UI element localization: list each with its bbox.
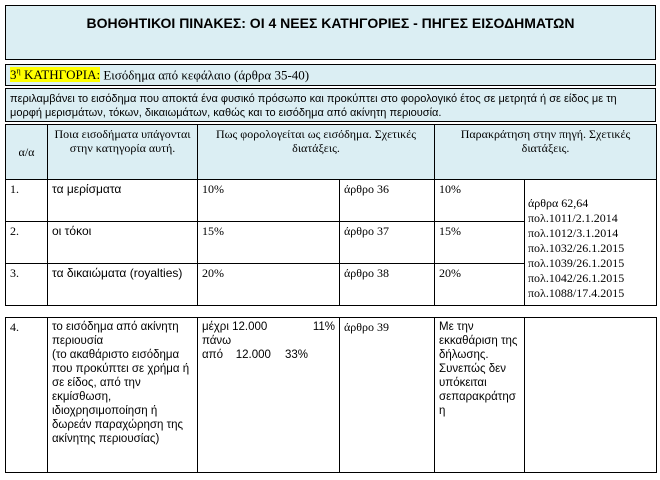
row-income-note: (το ακαθάριστο εισόδημα που προκύπτει σε χρήμα ή σε είδος, από την εκμίσθωση, ιδιοχρησιμοποίηση ή δωρεάν παραχώρηση της ακίνητης περιουσίας): [52, 349, 190, 445]
rate-line: από 12.000 33%: [202, 349, 308, 361]
row-article: άρθρο 36: [340, 180, 435, 222]
references-list: [525, 180, 657, 306]
category-label: $3^\eta$ ΚΑΤΗΓΟΡΙΑ:: [10, 67, 101, 83]
row-income: τα δικαιώματα (royalties): [48, 264, 198, 306]
empty-cell: [525, 318, 657, 473]
row-number: 3.: [6, 264, 48, 306]
row-income: [48, 318, 198, 473]
row-income-title: το εισόδημα από ακίνητη περιουσία: [52, 321, 179, 347]
reference-item: άρθρα 62,64: [528, 196, 589, 210]
row-withholding: 15%: [435, 222, 525, 264]
table-header-row: [6, 125, 657, 180]
row-number: 2.: [6, 222, 48, 264]
category-text: Εισόδημα από κεφάλαιο (άρθρα 35-40): [100, 67, 310, 83]
row-article: άρθρο 39: [340, 318, 435, 473]
reference-item: πολ.1042/26.1.2015: [528, 271, 625, 285]
row-income: οι τόκοι: [48, 222, 198, 264]
header-income: Ποια εισοδήματα υπάγονται στην κατηγορία αυτή.: [48, 125, 198, 180]
row-withholding: 10%: [435, 180, 525, 222]
rate-line: πάνω: [202, 335, 232, 347]
header-withholding: Παρακράτηση στην πηγή. Σχετικές διατάξεις.: [435, 125, 657, 180]
row-rate: 15%: [198, 222, 340, 264]
row-article: άρθρο 38: [340, 264, 435, 306]
reference-item: πολ.1011/2.1.2014: [528, 211, 618, 225]
row-rate: 10%: [198, 180, 340, 222]
page-title: ΒΟΗΘΗΤΙΚΟΙ ΠΙΝΑΚΕΣ: ΟΙ 4 ΝΕΕΣ ΚΑΤΗΓΟΡΙΕΣ - ΠΗΓΕΣ ΕΙΣΟΔΗΜΑΤΩΝ: [5, 5, 656, 60]
income-table-row4: [5, 317, 657, 473]
income-table: [5, 124, 657, 306]
header-aa: α/α: [6, 125, 48, 180]
table-row: [6, 180, 657, 222]
row-income: τα μερίσματα: [48, 180, 198, 222]
row-withholding: Με την εκκαθάριση της δήλωσης. Συνεπώς δεν υπόκειται σεπαρακράτηση: [435, 318, 525, 473]
row-number: 4.: [6, 318, 48, 473]
reference-item: πολ.1032/26.1.2015: [528, 241, 625, 255]
category-description: περιλαμβάνει το εισόδημα που αποκτά ένα φυσικό πρόσωπο και προκύπτει στο φορολογικό έτος σε μετρητά ή σε είδος με τη μορφή μερισμάτων, τόκων, δικαιωμάτων, καθώς και το εισόδημα από ακίνητη περιουσία.: [5, 88, 656, 122]
row-number: 1.: [6, 180, 48, 222]
header-taxation: Πως φορολογείται ως εισόδημα. Σχετικές διατάξεις.: [198, 125, 435, 180]
row-rate: [198, 318, 340, 473]
row-withholding: 20%: [435, 264, 525, 306]
reference-item: πολ.1012/3.1.2014: [528, 226, 619, 240]
reference-item: πολ.1039/26.1.2015: [528, 256, 625, 270]
reference-item: πολ.1088/17.4.2015: [528, 286, 625, 300]
table-row: [6, 318, 657, 473]
category-heading: [5, 64, 656, 86]
row-rate: 20%: [198, 264, 340, 306]
row-article: άρθρο 37: [340, 222, 435, 264]
rate-line: μέχρι 12.000 11%: [202, 321, 335, 333]
